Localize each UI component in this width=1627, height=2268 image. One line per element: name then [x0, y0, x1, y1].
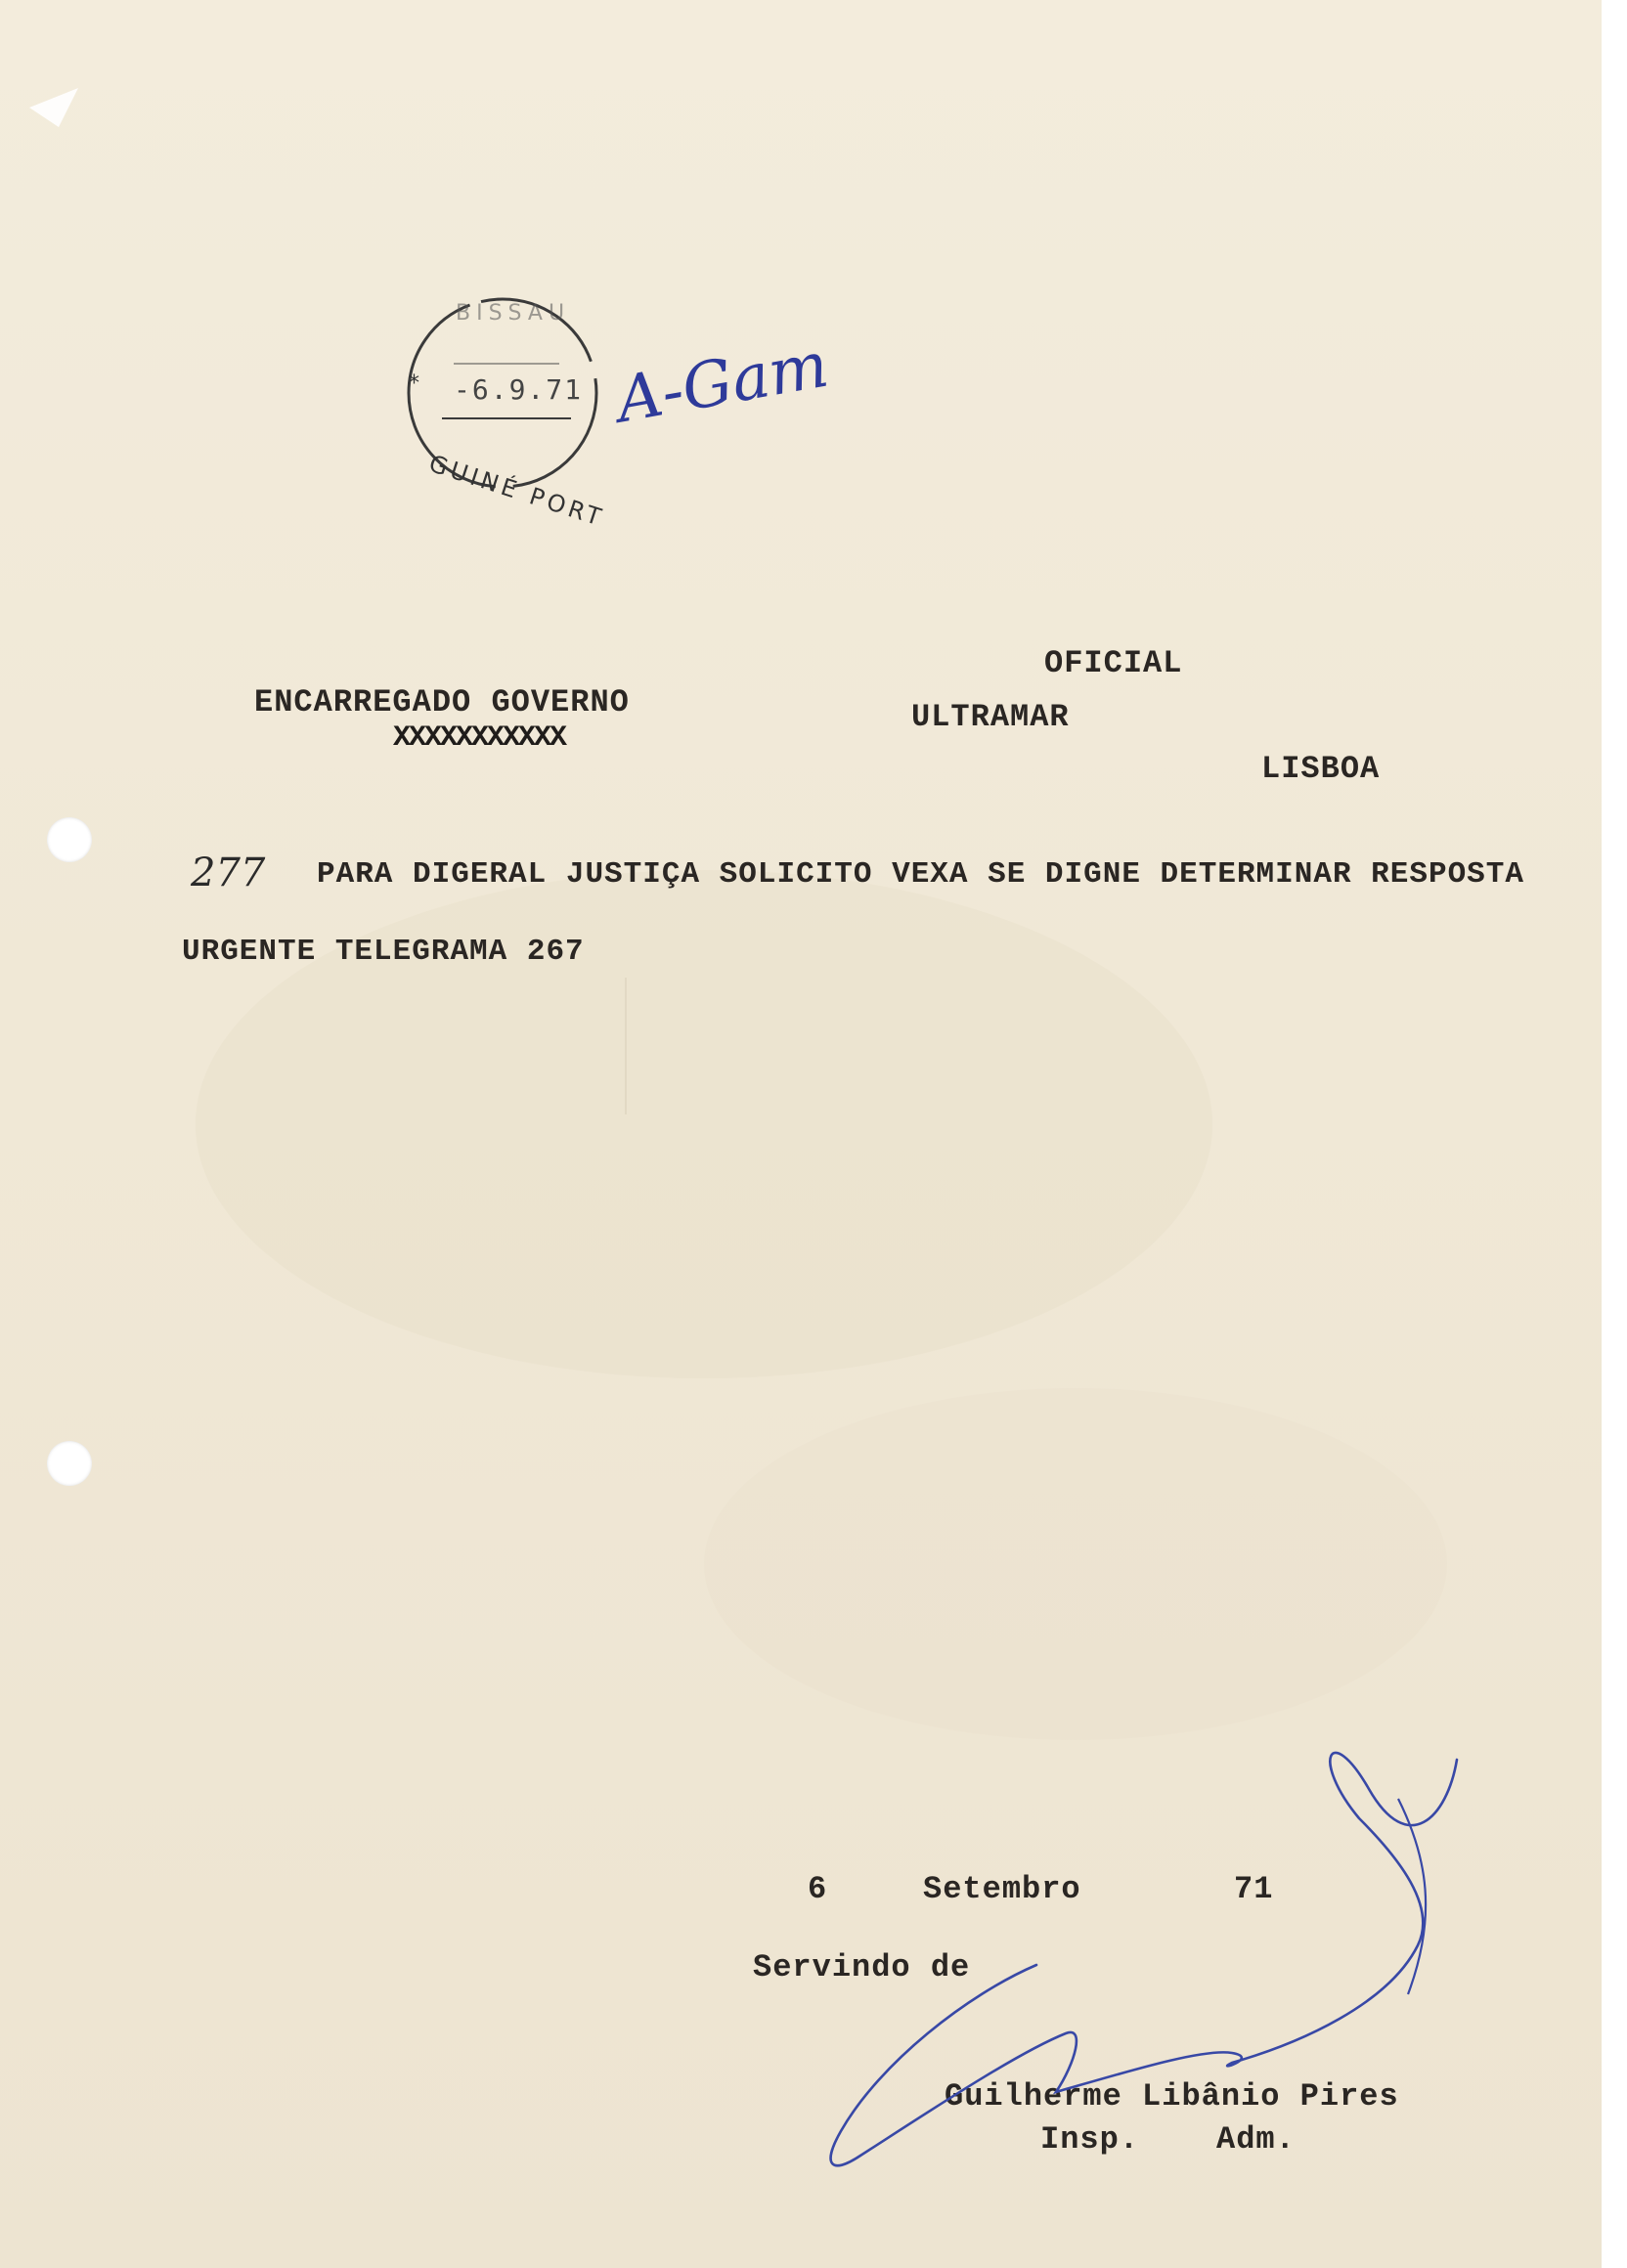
recipient-line: ULTRAMAR — [911, 699, 1070, 735]
message-line-1: PARA DIGERAL JUSTIÇA SOLICITO VEXA SE DIGNE DETERMINAR RESPOSTA — [317, 857, 1524, 892]
signatory-title-2: Adm. — [1216, 2121, 1296, 2158]
date-year: 71 — [1234, 1871, 1274, 1907]
postmark-date: -6.9.71 — [454, 373, 584, 406]
postmark-top-text: BISSAU — [456, 301, 571, 326]
postmark-bottom-text: GUINÉ PORT — [425, 450, 608, 533]
closing-text: Servindo de — [753, 1949, 971, 1985]
date-day: 6 — [808, 1871, 828, 1907]
sender-line: ENCARREGADO GOVERNO — [254, 684, 630, 720]
message-line-2: URGENTE TELEGRAMA 267 — [182, 935, 585, 969]
handwritten-message-number: 277 — [191, 850, 266, 895]
scan-margin — [1602, 0, 1627, 2268]
classification: OFICIAL — [1044, 645, 1183, 681]
date-month: Setembro — [923, 1871, 1081, 1907]
signatory-title-1: Insp. — [1040, 2121, 1140, 2158]
recipient-city: LISBOA — [1261, 751, 1381, 787]
postmark-star: * — [409, 371, 419, 396]
handwritten-initials: A-Gam — [611, 328, 834, 438]
signatory-name: Guilherme Libânio Pires — [945, 2078, 1399, 2115]
sender-struck-line: XXXXXXXXXXX — [393, 721, 566, 755]
